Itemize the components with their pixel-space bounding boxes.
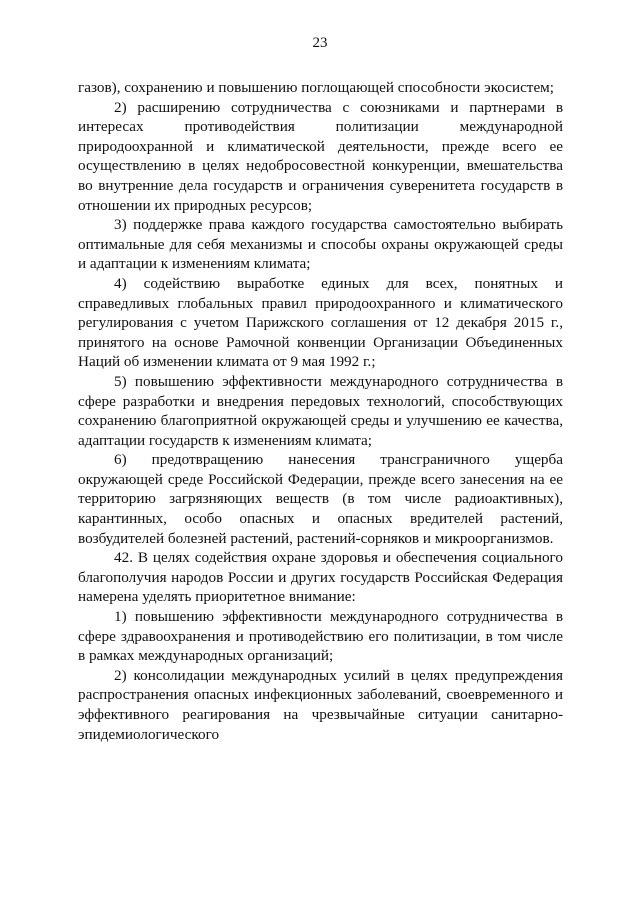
section-42-intro: 42. В целях содействия охране здоровья и обеспечения социального благополучия народов России и других государств Российская Федерация намерена уделять приоритетное внимание: [78, 549, 563, 606]
paragraph-item-6: 6) предотвращению нанесения трансграничного ущерба окружающей среде Российской Федерации, прежде всего занесения на ее территорию загрязняющих веществ (в том числе радиоактивных), карантинных, особо опасных и опасных вредителей растений, возбудителей болезней растений, растений-сорняков и микроорганизмов. [78, 451, 563, 547]
paragraph-item-2: 2) расширению сотрудничества с союзниками и партнерами в интересах противодействия политизации международной природоохранной и климатической деятельности, прежде всего ее осуществлению в целях недобросовестной конкуренции, вмешательства во внутренние дела государств и ограничения суверенитета государств в отношении их природных ресурсов; [78, 98, 563, 214]
paragraph-item-3: 3) поддержке права каждого государства самостоятельно выбирать оптимальные для себя механизмы и способы охраны окружающей среды и адаптации к изменениям климата; [78, 216, 563, 273]
paragraph-item-4: 4) содействию выработке единых для всех, понятных и справедливых глобальных правил природоохранного и климатического регулирования с учетом Парижского соглашения от 12 декабря 2015 г., принятого на основе Рамочной конвенции Организации Объединенных Наций об изменении климата от 9 мая 1992 г.; [78, 274, 563, 371]
paragraph-continuation: газов), сохранению и повышению поглощающей способности экосистем; [78, 79, 555, 96]
paragraph-item-5: 5) повышению эффективности международного сотрудничества в сфере разработки и внедрения передовых технологий, способствующих сохранению благоприятной окружающей среды и улучшению ее качества, адаптации государств к изменениям климата; [78, 372, 563, 449]
section-42-item-2: 2) консолидации международных усилий в целях предупреждения распространения опасных инфекционных заболеваний, своевременного и эффективного реагирования на чрезвычайные ситуации санитарно-эпидемиологического [78, 666, 563, 743]
document-body [78, 78, 563, 744]
page-number: 23 [312, 35, 328, 51]
section-42-item-1: 1) повышению эффективности международного сотрудничества в сфере здравоохранения и противодействию его политизации, в том числе в рамках международных организаций; [78, 608, 563, 665]
